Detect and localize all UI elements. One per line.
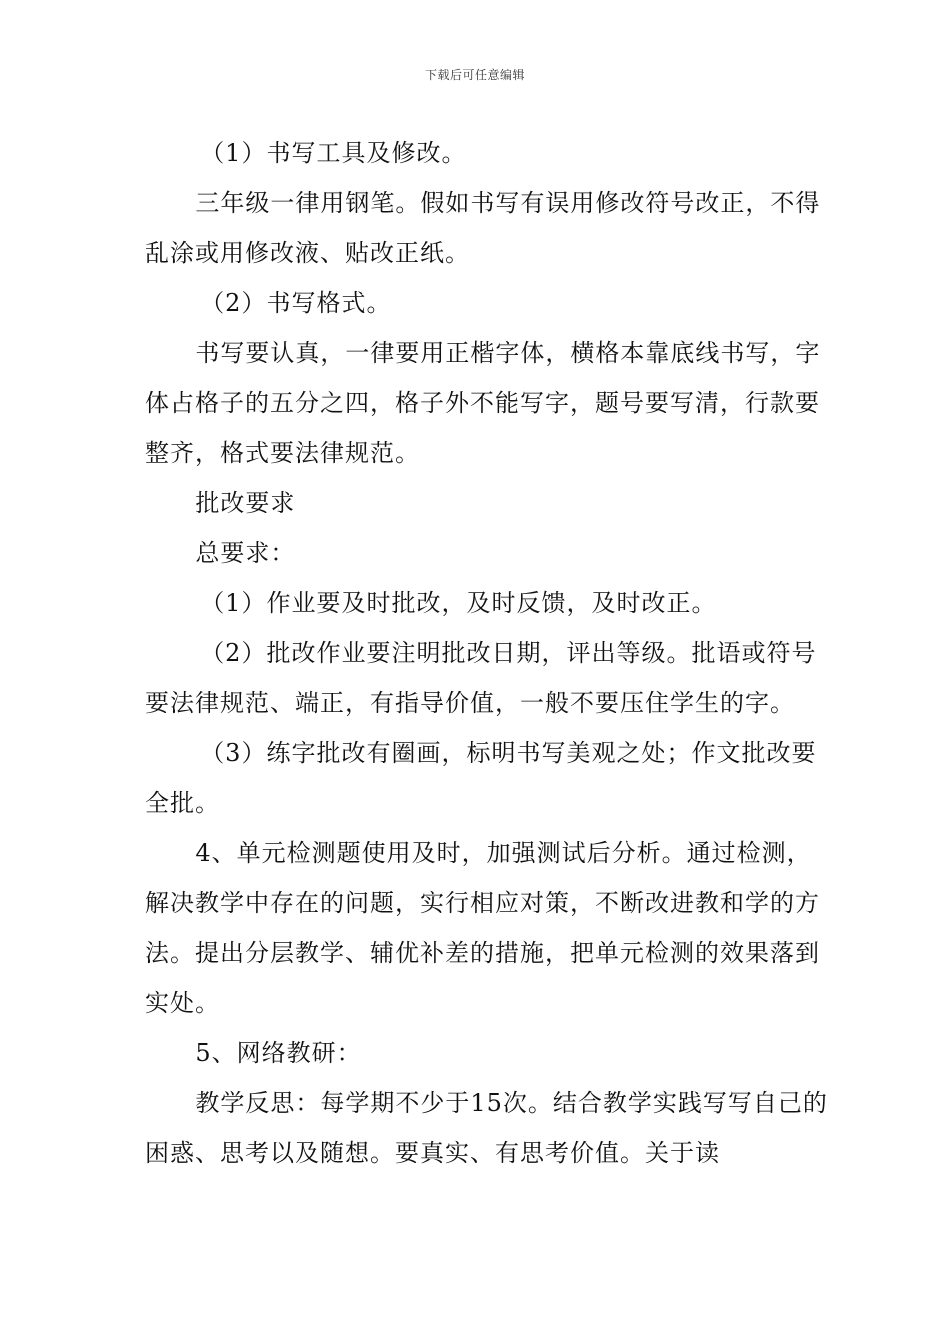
- page-header: 下载后可任意编辑: [424, 68, 525, 82]
- paragraph-general-requirements: 总要求：: [195, 539, 296, 567]
- paragraph-correction-date: （2）批改作业要注明批改日期，评出等级。批语或符号要法律规范、端正，有指导价值，一般不要压住学生的字。: [145, 639, 817, 717]
- paragraph-online-research: 5、网络教研：: [195, 1039, 362, 1067]
- paragraph-pen-rule: 三年级一律用钢笔。假如书写有误用修改符号改正，不得乱涂或用修改液、贴改正纸。: [145, 189, 821, 267]
- paragraph-correction-heading: 批改要求: [195, 489, 296, 517]
- paragraph-calligraphy-correction: （3）练字批改有圈画，标明书写美观之处；作文批改要全批。: [145, 739, 817, 817]
- paragraph-unit-tests: 4、单元检测题使用及时，加强测试后分析。通过检测，解决教学中存在的问题，实行相应对策，不断改进教和学的方法。提出分层教学、辅优补差的措施，把单元检测的效果落到实处。: [145, 839, 820, 1017]
- paragraph-format-rule: 书写要认真，一律要用正楷字体，横格本靠底线书写，字体占格子的五分之四，格子外不能写字，题号要写清，行款要整齐，格式要法律规范。: [145, 339, 821, 467]
- paragraph-writing-tools: （1）书写工具及修改。: [200, 139, 467, 167]
- paragraph-timely-correction: （1）作业要及时批改，及时反馈，及时改正。: [200, 589, 717, 617]
- paragraph-teaching-reflection: 教学反思：每学期不少于15次。结合教学实践写写自己的困惑、思考以及随想。要真实、有思考价值。关于读: [145, 1089, 828, 1167]
- paragraph-writing-format: （2）书写格式。: [200, 289, 392, 317]
- document-body: [145, 128, 835, 1178]
